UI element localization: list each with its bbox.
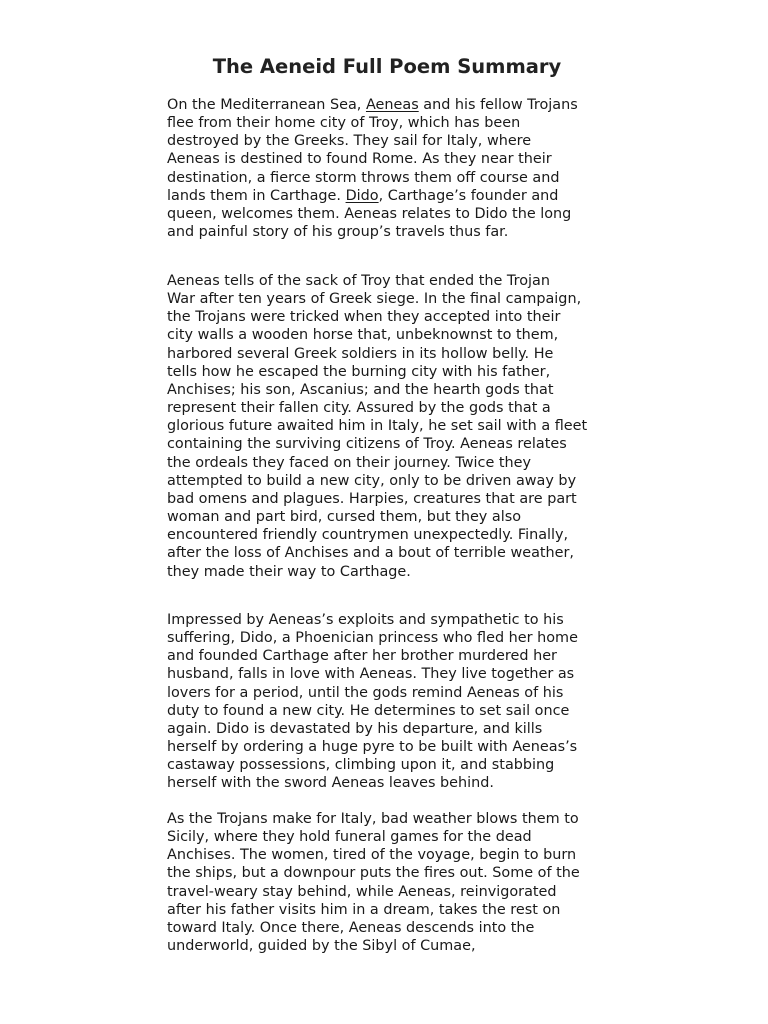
text-run: destination, a fierce storm throws them off course and (167, 169, 560, 186)
paragraph-line (167, 290, 612, 308)
text-run: flee from their home city of Troy, which has been (167, 115, 521, 132)
paragraph-line (167, 901, 612, 919)
text-run: herself with the sword Aeneas leaves behind. (167, 775, 494, 792)
paragraph-line (167, 774, 612, 792)
text-run: woman and part bird, cursed them, but they also (167, 509, 522, 526)
text-run: they made their way to Carthage. (167, 563, 411, 580)
text-run: underworld, guided by the Sibyl of Cumae, (167, 938, 476, 955)
paragraph-line (167, 345, 612, 363)
text-run: On the Mediterranean Sea, (167, 97, 366, 113)
paragraph-line (167, 665, 612, 683)
text-run: tells how he escaped the burning city with his father, (167, 363, 551, 380)
paragraph-2 (167, 272, 612, 581)
paragraph-line (167, 472, 612, 490)
text-run: suffering, Dido, a Phoenician princess who fled her home (167, 630, 578, 647)
text-run: Anchises. The women, tired of the voyage, begin to burn (167, 847, 577, 864)
text-run: husband, falls in love with Aeneas. They live together as (167, 666, 575, 683)
text-run: War after ten years of Greek siege. In the final campaign, (167, 291, 582, 308)
paragraph-line (167, 308, 612, 326)
paragraph-line (167, 508, 612, 526)
text-run: duty to found a new city. He determines to set sail once (167, 702, 570, 719)
text-run: destroyed by the Greeks. They sail for Italy, where (167, 133, 532, 150)
paragraph-line (167, 919, 612, 937)
text-run: Anchises; his son, Ascanius; and the hearth gods that (167, 381, 554, 398)
paragraph-line (167, 326, 612, 344)
paragraph-line (167, 738, 612, 756)
paragraph-line (167, 864, 612, 882)
text-run: Aeneas tells of the sack of Troy that ended the Trojan (167, 273, 550, 289)
text-run: bad omens and plagues. Harpies, creatures that are part (167, 490, 577, 507)
paragraph-line (167, 629, 612, 647)
text-run: represent their fallen city. Assured by the gods that a (167, 400, 551, 417)
text-run: and painful story of his group’s travels thus far. (167, 224, 509, 241)
paragraph-line (167, 883, 612, 901)
text-run: lands them in Carthage. (167, 187, 346, 204)
paragraph-line (167, 272, 612, 290)
paragraph-line (167, 846, 612, 864)
paragraph-line (167, 756, 612, 774)
paragraph-line (167, 223, 612, 241)
text-run: travel-weary stay behind, while Aeneas, reinvigorated (167, 883, 557, 900)
text-run: after the loss of Anchises and a bout of terrible weather, (167, 545, 574, 562)
paragraph-line (167, 454, 612, 472)
paragraph-line (167, 169, 612, 187)
paragraph-line (167, 417, 612, 435)
text-run: the Trojans were tricked when they accepted into their (167, 309, 561, 326)
text-run: the ships, but a downpour puts the fires out. Some of the (167, 865, 580, 882)
text-run: Impressed by Aeneas’s exploits and sympathetic to his (167, 612, 564, 628)
paragraph-4 (167, 810, 612, 955)
text-run: again. Dido is devastated by his departure, and kills (167, 720, 543, 737)
link-aeneas[interactable]: Aeneas (365, 97, 419, 113)
paragraph-line (167, 150, 612, 168)
text-run: Sicily, where they hold funeral games for the dead (167, 829, 532, 846)
text-run: herself by ordering a huge pyre to be built with Aeneas’s (167, 739, 578, 756)
paragraph-line (167, 399, 612, 417)
paragraph-line (167, 490, 612, 508)
text-run: the ordeals they faced on their journey. Twice they (167, 454, 532, 471)
paragraph-1 (167, 96, 612, 241)
paragraph-line (167, 647, 612, 665)
text-run: queen, welcomes them. Aeneas relates to Dido the long (167, 205, 572, 222)
paragraph-line (167, 187, 612, 205)
paragraph-line (167, 132, 612, 150)
paragraph-line (167, 702, 612, 720)
paragraph-line (167, 684, 612, 702)
text-run: containing the surviving citizens of Troy. Aeneas relates (167, 436, 567, 453)
text-run: attempted to build a new city, only to be driven away by (167, 472, 577, 489)
text-run: glorious future awaited him in Italy, he set sail with a fleet (167, 418, 588, 435)
paragraph-line (167, 435, 612, 453)
text-run: city walls a wooden horse that, unbeknownst to them, (167, 327, 559, 344)
paragraph-line (167, 205, 612, 223)
paragraph-line (167, 828, 612, 846)
text-run: castaway possessions, climbing upon it, and stabbing (167, 757, 555, 774)
text-run: harbored several Greek soldiers in its hollow belly. He (167, 345, 554, 362)
paragraph-line (167, 381, 612, 399)
page-title: The Aeneid Full Poem Summary (212, 55, 562, 78)
text-run: Aeneas is destined to found Rome. As they near their (167, 151, 552, 168)
paragraph-line (167, 810, 612, 828)
paragraph-line (167, 937, 612, 955)
text-run: after his father visits him in a dream, takes the rest on (167, 901, 561, 918)
paragraph-line (167, 96, 612, 114)
text-run: encountered friendly countrymen unexpectedly. Finally, (167, 527, 569, 544)
paragraph-3 (167, 611, 612, 793)
paragraph-line (167, 544, 612, 562)
paragraph-line (167, 720, 612, 738)
text-run: and founded Carthage after her brother murdered her (167, 648, 557, 665)
text-run: As the Trojans make for Italy, bad weather blows them to (167, 811, 579, 827)
link-dido[interactable]: Dido (345, 187, 379, 204)
text-run: , Carthage’s founder and (378, 187, 559, 204)
text-run: lovers for a period, until the gods remind Aeneas of his (167, 684, 564, 701)
text-run: toward Italy. Once there, Aeneas descends into the (167, 919, 535, 936)
paragraph-line (167, 563, 612, 581)
paragraph-line (167, 526, 612, 544)
text-run: and his fellow Trojans (418, 97, 578, 113)
paragraph-line (167, 114, 612, 132)
paragraph-line (167, 363, 612, 381)
paragraph-line (167, 611, 612, 629)
